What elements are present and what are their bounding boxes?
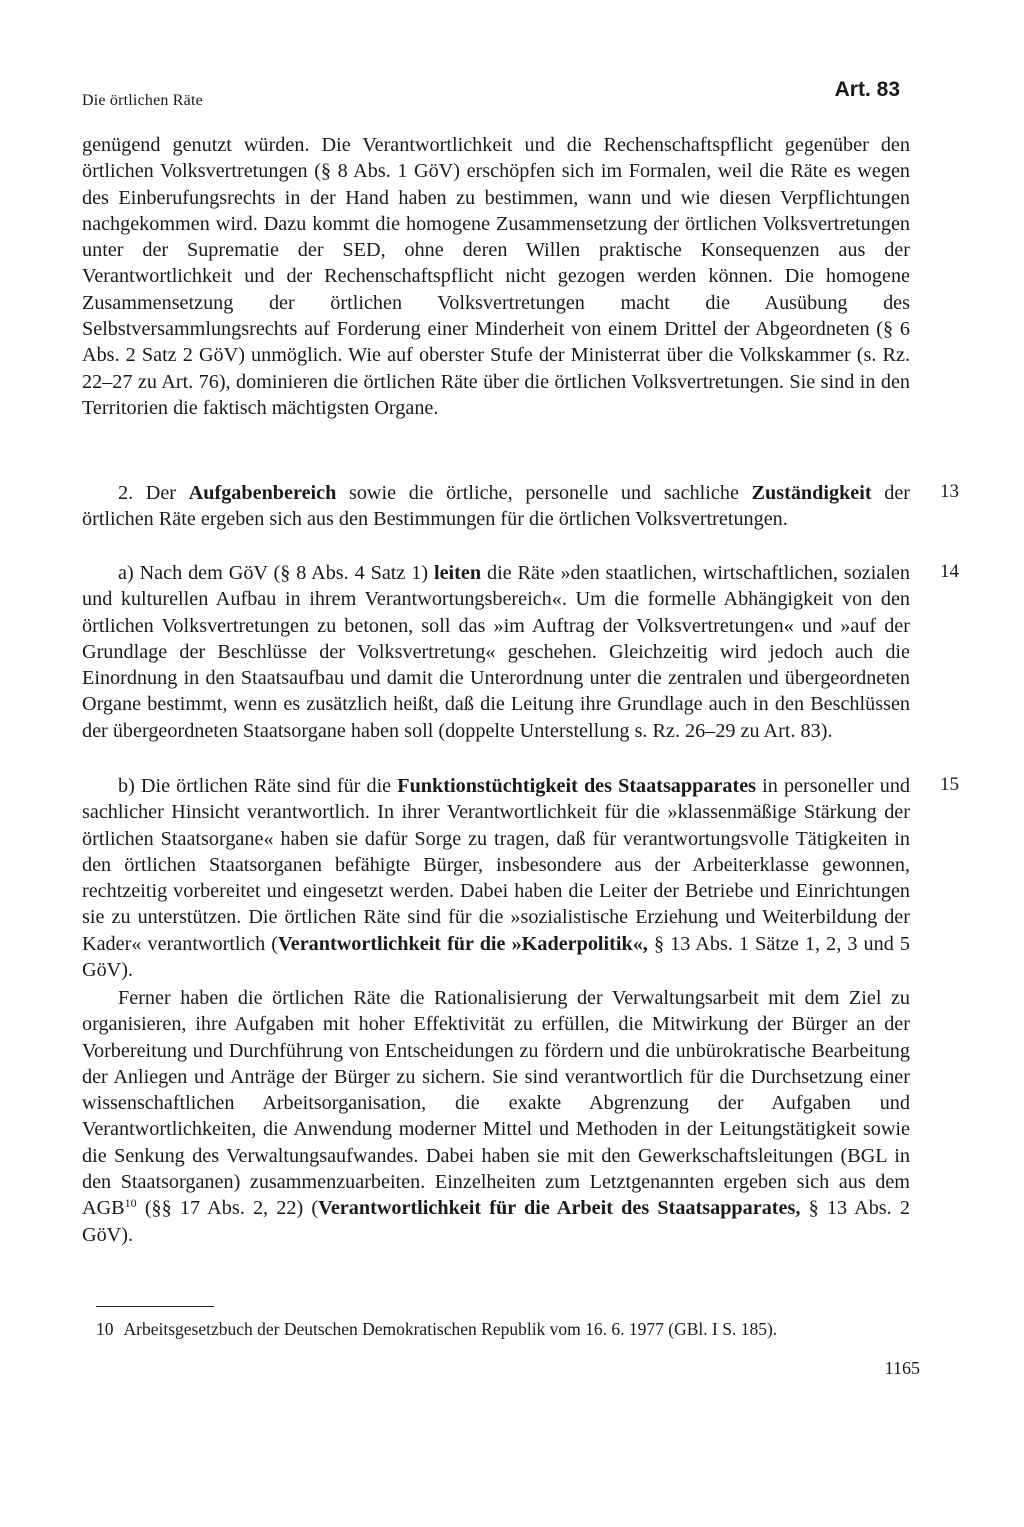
footnote-divider (96, 1306, 214, 1307)
paragraph-5-text (82, 985, 910, 1248)
margin-number-15: 15 (940, 774, 959, 795)
paragraph-5 (82, 985, 910, 1248)
p2-part-e: der örtlichen Räte ergeben sich aus den Bestimmungen für die örtlichen Volksvertretungen. (82, 482, 910, 531)
margin-number-14: 14 (940, 561, 959, 582)
p3-part-c: die Räte »den staatlichen, wirtschaftlichen, sozialen und kulturellen Aufbau in ihrem Verantwortungsbereich«. Um die formelle Abhängigkeit von den örtlichen Volksvertretungen zu betonen, soll das »im Auftrag der Volksvertretungen« und »auf der Grundlage der Beschlüsse der Volksvertretung« geschehen. Gleichzeitig wird jedoch auch die Einordnung in den Staatsaufbau und damit die Unterordnung unter die zentralen und übergeordneten Organe bestimmt, wenn es zusätzlich heißt, daß die Leitung ihre Grundlage auch in den Beschlüssen der übergeordneten Staatsorgane haben soll (doppelte Unterstellung s. Rz. 26–29 zu Art. 83). (82, 562, 910, 742)
page-number: 1165 (884, 1358, 920, 1378)
term-arbeit-staatsapparat: Verantwortlichkeit für die Arbeit des Staatsapparates, (318, 1197, 801, 1220)
p4-part-c: in personeller und sachlicher Hinsicht verantwortlich. In ihrer Verantwortlichkeit für die »klassenmäßige Stärkung der örtlichen Staatsorgane« haben sie dafür Sorge zu tragen, daß für verantwortungsvolle Tätigkeiten in den örtlichen Staatsorganen befähigte Bürger, insbesondere aus der Arbeiterklasse gewonnen, rechtzeitig vorbereitet und eingesetzt werden. Dabei haben die Leiter der Betriebe und Einrichtungen sie zu unterstützen. Die örtlichen Räte sind für die »sozialistische Erziehung und Weiterbildung der Kader« verantwortlich ( (82, 775, 911, 955)
paragraph-1-text: genügend genutzt würden. Die Verantwortlichkeit und die Rechenschaftspflicht gegenüber den örtlichen Volksvertretungen (§ 8 Abs. 1 GöV) erschöpfen sich im Formalen, weil die Räte es wegen des Einberufungsrechts in der Hand haben zu bestimmen, wann und wie diesen Verpflichtungen nachgekommen wird. Dazu kommt die homogene Zusammensetzung der örtlichen Volksvertretungen unter der Suprematie der SED, ohne deren Willen praktische Konsequenzen aus der Verantwortlichkeit und der Rechenschaftspflicht nicht gezogen werden können. Die homogene Zusammensetzung der örtlichen Volksvertretungen macht die Ausübung des Selbstversammlungsrechts auf Forderung einer Minderheit von einem Drittel der Abgeordneten (§ 6 Abs. 2 Satz 2 GöV) unmöglich. Wie auf oberster Stufe der Ministerrat über die Volkskammer (s. Rz. 22–27 zu Art. 76), dominieren die örtlichen Räte über die örtlichen Volksvertretungen. Sie sind in den Territorien die faktisch mächtigsten Organe. (82, 134, 910, 419)
p4-part-a: b) Die örtlichen Räte sind für die (118, 775, 398, 797)
paragraph-3 (82, 560, 910, 744)
paragraph-4-text (82, 773, 910, 983)
term-kaderpolitik: Verantwortlichkeit für die »Kaderpolitik«, (278, 932, 648, 955)
running-head: Die örtlichen Räte (82, 92, 203, 109)
paragraph-4 (82, 773, 910, 983)
paragraph-3-text (82, 560, 910, 744)
term-zustaendigkeit: Zuständigkeit (751, 482, 872, 504)
p3-part-a: a) Nach dem GöV (§ 8 Abs. 4 Satz 1) (118, 562, 434, 584)
paragraph-1 (82, 132, 910, 421)
p5-part-a: Ferner haben die örtlichen Räte die Rationalisierung der Verwaltungsarbeit mit dem Ziel zu organisieren, ihre Aufgaben mit hoher Effektivität zu erfüllen, die Mitwirkung der Bürger an der Vorbereitung und Durchführung von Entscheidungen zu fördern und die unbürokratische Bearbeitung der Anliegen und Anträge der Bürger zu sichern. Sie sind verantwortlich für die Durchsetzung einer wissenschaftlichen Arbeitsorganisation, die exakte Abgrenzung der Aufgaben und Verantwortlichkeiten, die Anwendung moderner Mittel und Methoden in der Leitungstätigkeit sowie die Senkung des Verwaltungsaufwandes. Dabei haben sie mit den Gewerkschaftsleitungen (BGL in den Staatsorganen) zusammenzuarbeiten. Einzelheiten zum Letztgenannten ergeben sich aus dem AGB (82, 987, 910, 1220)
footnote-number: 10 (96, 1319, 114, 1339)
p2-part-a: 2. Der (118, 482, 189, 504)
term-leiten: leiten (433, 562, 482, 584)
paragraph-2-text (82, 480, 910, 533)
paragraph-2 (82, 480, 910, 533)
p5-part-d: § 13 Abs. 2 GöV). (82, 1197, 910, 1246)
term-funktionstuechtigkeit: Funktionstüchtigkeit des Staatsapparates (397, 775, 757, 797)
footnote (96, 1318, 916, 1340)
margin-number-13: 13 (940, 481, 959, 502)
p5-part-b: (§§ 17 Abs. 2, 22) ( (136, 1197, 319, 1220)
article-label: Art. 83 (834, 78, 900, 101)
p2-part-c: sowie die örtliche, personelle und sachliche (336, 482, 752, 504)
p4-part-e: § 13 Abs. 1 Sätze 1, 2, 3 und 5 GöV). (82, 932, 910, 982)
footnote-text: Arbeitsgesetzbuch der Deutschen Demokratischen Republik vom 16. 6. 1977 (GBl. I S. 185). (123, 1319, 778, 1339)
term-aufgabenbereich: Aufgabenbereich (188, 482, 337, 504)
footnote-reference: 10 (124, 1196, 137, 1211)
